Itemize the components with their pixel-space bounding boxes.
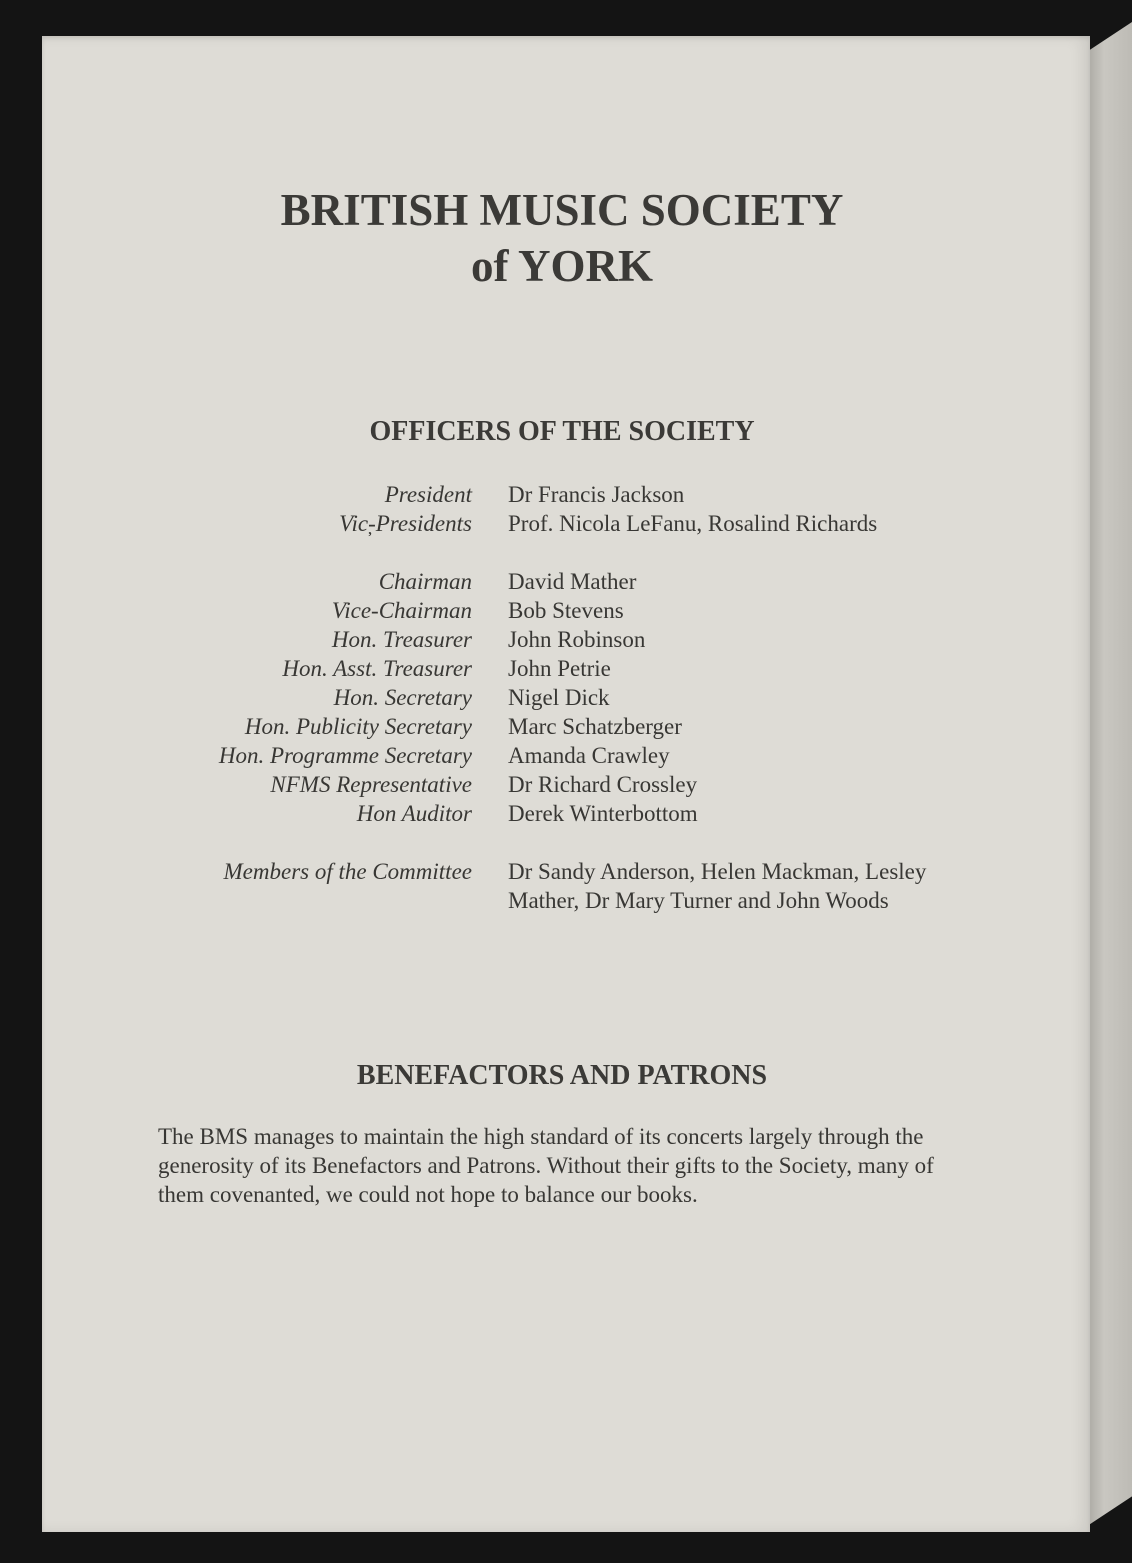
officer-role: President [384,482,472,507]
benefactors-paragraph: The BMS manages to maintain the high standard of its concerts largely through the generosity of its Benefactors and Patrons. Without their gifts to the Society, many of them covenanted, we could not hope to balance our books. [158,1124,934,1207]
officer-role: Hon. Asst. Treasurer [282,656,472,681]
officer-role: Hon Auditor [356,801,472,826]
benefactors-heading: BENEFACTORS AND PATRONS [356,1060,768,1091]
officer-role: Chairman [378,569,472,594]
officer-name: Nigel Dick [508,685,610,710]
officer-name: Derek Winterbottom [508,801,698,826]
officer-name: John Petrie [508,656,611,681]
officer-role: Vice-Chairman [331,598,472,623]
society-title-line-2: of YORK [470,241,654,291]
officer-name: Dr Francis Jackson [508,482,685,507]
officer-role: Members of the Committee [223,859,472,884]
officer-role: NFMS Representative [270,772,472,797]
officer-role: Vic̦-Presidents [339,511,472,536]
officer-role: Hon. Secretary [333,685,472,710]
officer-name: Prof. Nicola LeFanu, Rosalind Richards [508,511,878,536]
officer-name: Bob Stevens [508,598,624,623]
officer-name: John Robinson [508,627,646,652]
officer-name: Marc Schatzberger [508,714,682,739]
officer-role: Hon. Publicity Secretary [244,714,472,739]
officer-name: Dr Richard Crossley [508,772,698,797]
officer-role: Hon. Programme Secretary [218,743,472,768]
society-title [42,182,1082,294]
officer-role: Hon. Treasurer [331,627,472,652]
officers-heading: OFFICERS OF THE SOCIETY [369,416,755,447]
society-title-line-1: BRITISH MUSIC SOCIETY [280,185,844,235]
officer-name: David Mather [508,569,637,594]
next-page-edge [1086,22,1132,1542]
programme-page [42,36,1090,1532]
officer-name: Amanda Crawley [508,743,670,768]
officer-name: Dr Sandy Anderson, Helen Mackman, Lesley Mather, Dr Mary Turner and John Woods [508,859,927,913]
